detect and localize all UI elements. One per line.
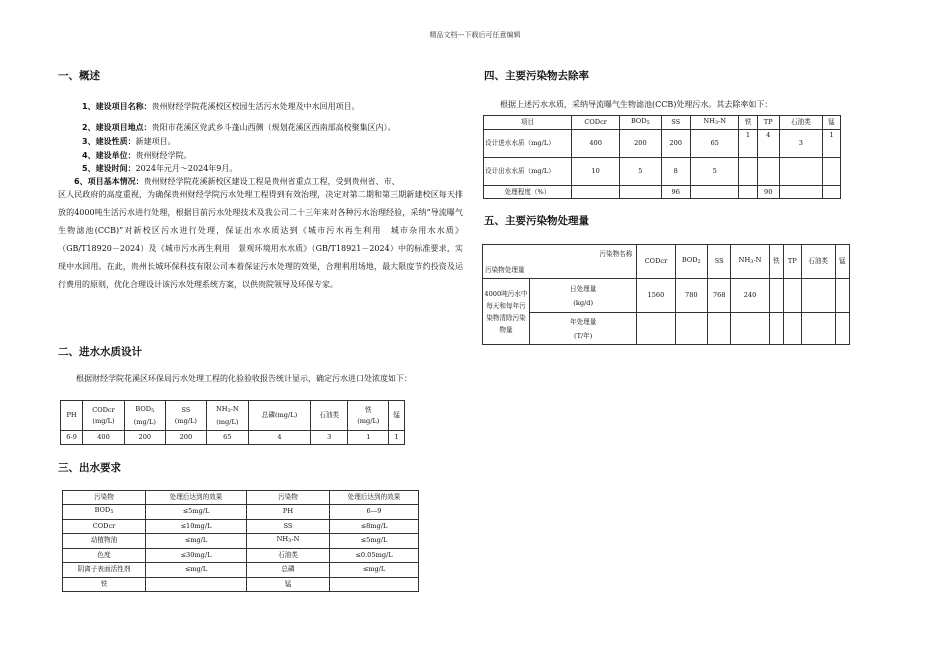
- table-cell: [708, 313, 731, 345]
- table-cell: 3: [779, 130, 822, 158]
- section-title-outflow: 三、出水要求: [58, 462, 121, 474]
- header-bod5: $BOD_2$: [675, 245, 708, 279]
- header-ss: SS: [708, 245, 731, 279]
- table-cell: [146, 577, 247, 592]
- header-fe: 铁: [739, 116, 757, 130]
- project-time-line: 5、建设时间：2024年元月～2024年9月。: [82, 164, 238, 173]
- table-cell: [675, 313, 708, 345]
- table-cell: 96: [661, 186, 690, 199]
- table-cell: 8: [661, 158, 690, 186]
- table-cell: 1: [348, 431, 389, 445]
- table-cell: [572, 186, 620, 199]
- table-cell: [769, 313, 783, 345]
- table-cell: 1560: [637, 279, 675, 313]
- table-cell: 色度: [63, 548, 146, 563]
- table-cell: 总磷: [247, 563, 330, 578]
- table-cell: [779, 158, 822, 186]
- table-cell: 65: [690, 130, 739, 158]
- header-pollutant: 污染物: [247, 491, 330, 505]
- table-cell: [637, 313, 675, 345]
- header-mn: 锰: [389, 401, 405, 431]
- table-cell: [739, 158, 757, 186]
- table-cell: 10: [572, 158, 620, 186]
- table-cell: [801, 313, 835, 345]
- section-title-inflow: 二、进水水质设计: [58, 346, 142, 358]
- table-cell: [690, 186, 739, 199]
- table-cell: 4: [757, 130, 779, 158]
- header-item: 项目: [484, 116, 572, 130]
- table-cell: 780: [675, 279, 708, 313]
- header-mn: 锰: [822, 116, 840, 130]
- row-label-inflow: 设计进水水质（mg/L）: [484, 130, 572, 158]
- table-cell: $BOD_5$: [63, 505, 146, 520]
- table-cell: 1: [822, 130, 840, 158]
- section-title-overview: 一、概述: [58, 70, 100, 82]
- table-cell: [739, 186, 757, 199]
- table-cell: ≤mg/L: [330, 563, 419, 578]
- table-cell: PH: [247, 505, 330, 520]
- table-cell: 铁: [63, 577, 146, 592]
- project-location-line: 2、建设项目地点：贵阳市花溪区党武乡斗蓬山西侧（规划花溪区西南部高校聚集区内）。: [82, 123, 396, 132]
- header-ss: SS (mg/L): [165, 401, 206, 431]
- header-fe: 铁 (mg/L): [348, 401, 389, 431]
- table-cell: 200: [165, 431, 206, 445]
- table-cell: 400: [572, 130, 620, 158]
- inflow-table: [60, 400, 405, 445]
- table-cell: 4: [248, 431, 311, 445]
- header-tp: TP: [784, 245, 802, 279]
- project-unit-line: 4、建设单位：贵州财经学院。: [82, 151, 192, 160]
- table-cell: 3: [311, 431, 348, 445]
- table-cell: 1: [389, 431, 405, 445]
- removal-table: [483, 115, 841, 199]
- table-cell: ≤0.05mg/L: [330, 548, 419, 563]
- table-cell: 65: [206, 431, 248, 445]
- table-cell: 90: [757, 186, 779, 199]
- header-codcr: CODcr (mg/L): [83, 401, 125, 431]
- row-label-rate: 处理程度（%）: [484, 186, 572, 199]
- table-cell: [822, 158, 840, 186]
- row-label-outflow: 设计出水水质（mg/L）: [484, 158, 572, 186]
- header-effect: 处理后达到的效果: [330, 491, 419, 505]
- table-cell: ≤mg/L: [146, 534, 247, 549]
- row-group-label: 4000吨污水中每天和每年污染物清除污染物量: [483, 279, 530, 345]
- table-cell: CODcr: [63, 519, 146, 534]
- table-cell: $NH_3-N$: [247, 534, 330, 549]
- table-cell: 6-9: [61, 431, 83, 445]
- table-cell: [835, 313, 849, 345]
- overview-paragraph: 区人民政府的高度重视，为确保贵州财经学院污水处理工程得到有效治理，决定对第二期和第三期新建校区每天排放的4000吨生活污水进行处理，根据目前污水处理技术及我公司二十三年来对各种污水治理经验，采纳“导流曝气生物滤池(CCB)”对新校区污水进行处理，保证出水水质达到《城市污水再生利用 城市杂用水水质》（GB/T18920－2024）及《城市污水再生利用 景观环境用水水质》（GB/T18921－2024）中的标准要求，实现中水回用。在此，贵州长城环保科技有限公司本着保证污水处理的效果，合理利用场地，最大限度节约投资及运行费用的原则，优化合理设计该污水处理系统方案，以供贵院领导及环保专家。: [58, 190, 463, 289]
- table-cell: [784, 279, 802, 313]
- treatment-table: [482, 244, 850, 345]
- table-cell: [757, 158, 779, 186]
- table-cell: 200: [661, 130, 690, 158]
- outflow-table: [62, 490, 419, 592]
- corner-header: [483, 245, 637, 279]
- header-nh3n: $NH_3-N$: [690, 116, 739, 130]
- table-cell: [822, 186, 840, 199]
- table-cell: 200: [620, 130, 661, 158]
- corner-bottom-label: 污染物处理量: [485, 265, 525, 274]
- table-cell: 石油类: [247, 548, 330, 563]
- header-nh3n: $NH_3-N$ (mg/L): [206, 401, 248, 431]
- table-cell: [330, 577, 419, 592]
- table-cell: [731, 313, 769, 345]
- table-cell: 动植物油: [63, 534, 146, 549]
- table-cell: 锰: [247, 577, 330, 592]
- row-label-yearly: 年处理量 (T/年): [530, 313, 637, 345]
- table-cell: 768: [708, 279, 731, 313]
- table-cell: ≤8mg/L: [330, 519, 419, 534]
- project-name-line: 1、建设项目名称：贵州财经学院花溪校区校园生活污水处理及中水回用项目。: [82, 102, 360, 111]
- header-nh3n: $NH_3-N$: [731, 245, 769, 279]
- table-cell: SS: [247, 519, 330, 534]
- table-cell: 6—9: [330, 505, 419, 520]
- table-cell: 阴离子表面活性剂: [63, 563, 146, 578]
- header-oil: 石油类: [311, 401, 348, 431]
- header-mn: 锰: [835, 245, 849, 279]
- table-cell: ≤mg/L: [146, 563, 247, 578]
- table-cell: 1: [739, 130, 757, 158]
- project-basic-line: 6、项目基本情况：贵州财经学院花溪新校区建设工程是贵州省重点工程，受到贵州省、市、: [74, 177, 400, 186]
- header-tp: 总磷(mg/L): [248, 401, 311, 431]
- header-oil: 石油类: [801, 245, 835, 279]
- table-cell: ≤5mg/L: [330, 534, 419, 549]
- page-header: 精品文档---下载后可任意编辑: [429, 31, 521, 39]
- header-ss: SS: [661, 116, 690, 130]
- table-cell: 5: [690, 158, 739, 186]
- header-oil: 石油类: [779, 116, 822, 130]
- table-cell: [784, 313, 802, 345]
- table-cell: 240: [731, 279, 769, 313]
- table-cell: [779, 186, 822, 199]
- header-bod5: $BOD_5$ (mg/L): [124, 401, 165, 431]
- removal-paragraph: 根据上述污水水质，采纳导流曝气生物滤池(CCB)处理污水。其去除率如下：: [500, 100, 773, 109]
- header-bod5: $BOD_5$: [620, 116, 661, 130]
- table-cell: 400: [83, 431, 125, 445]
- row-label-daily: 日处理量 (kg/d): [530, 279, 637, 313]
- header-tp: TP: [757, 116, 779, 130]
- table-cell: ≤5mg/L: [146, 505, 247, 520]
- table-cell: 5: [620, 158, 661, 186]
- section-title-removal-rate: 四、主要污染物去除率: [484, 70, 589, 82]
- table-cell: [801, 279, 835, 313]
- section-title-treatment-amount: 五、主要污染物处理量: [484, 215, 589, 227]
- header-codcr: CODcr: [637, 245, 675, 279]
- corner-top-label: 污染物名称: [599, 249, 633, 258]
- table-cell: ≤10mg/L: [146, 519, 247, 534]
- table-cell: [769, 279, 783, 313]
- table-cell: [620, 186, 661, 199]
- table-cell: 200: [124, 431, 165, 445]
- header-effect: 处理后达到的效果: [146, 491, 247, 505]
- header-pollutant: 污染物: [63, 491, 146, 505]
- header-fe: 铁: [769, 245, 783, 279]
- table-cell: ≤30mg/L: [146, 548, 247, 563]
- header-codcr: CODcr: [572, 116, 620, 130]
- inflow-paragraph: 根据财经学院花溪区环保局污水处理工程的化验验收报告统计显示，确定污水进口处浓度如下：: [76, 374, 412, 383]
- table-cell: [835, 279, 849, 313]
- header-ph: PH: [61, 401, 83, 431]
- project-nature-line: 3、建设性质：新建项目。: [82, 137, 176, 146]
